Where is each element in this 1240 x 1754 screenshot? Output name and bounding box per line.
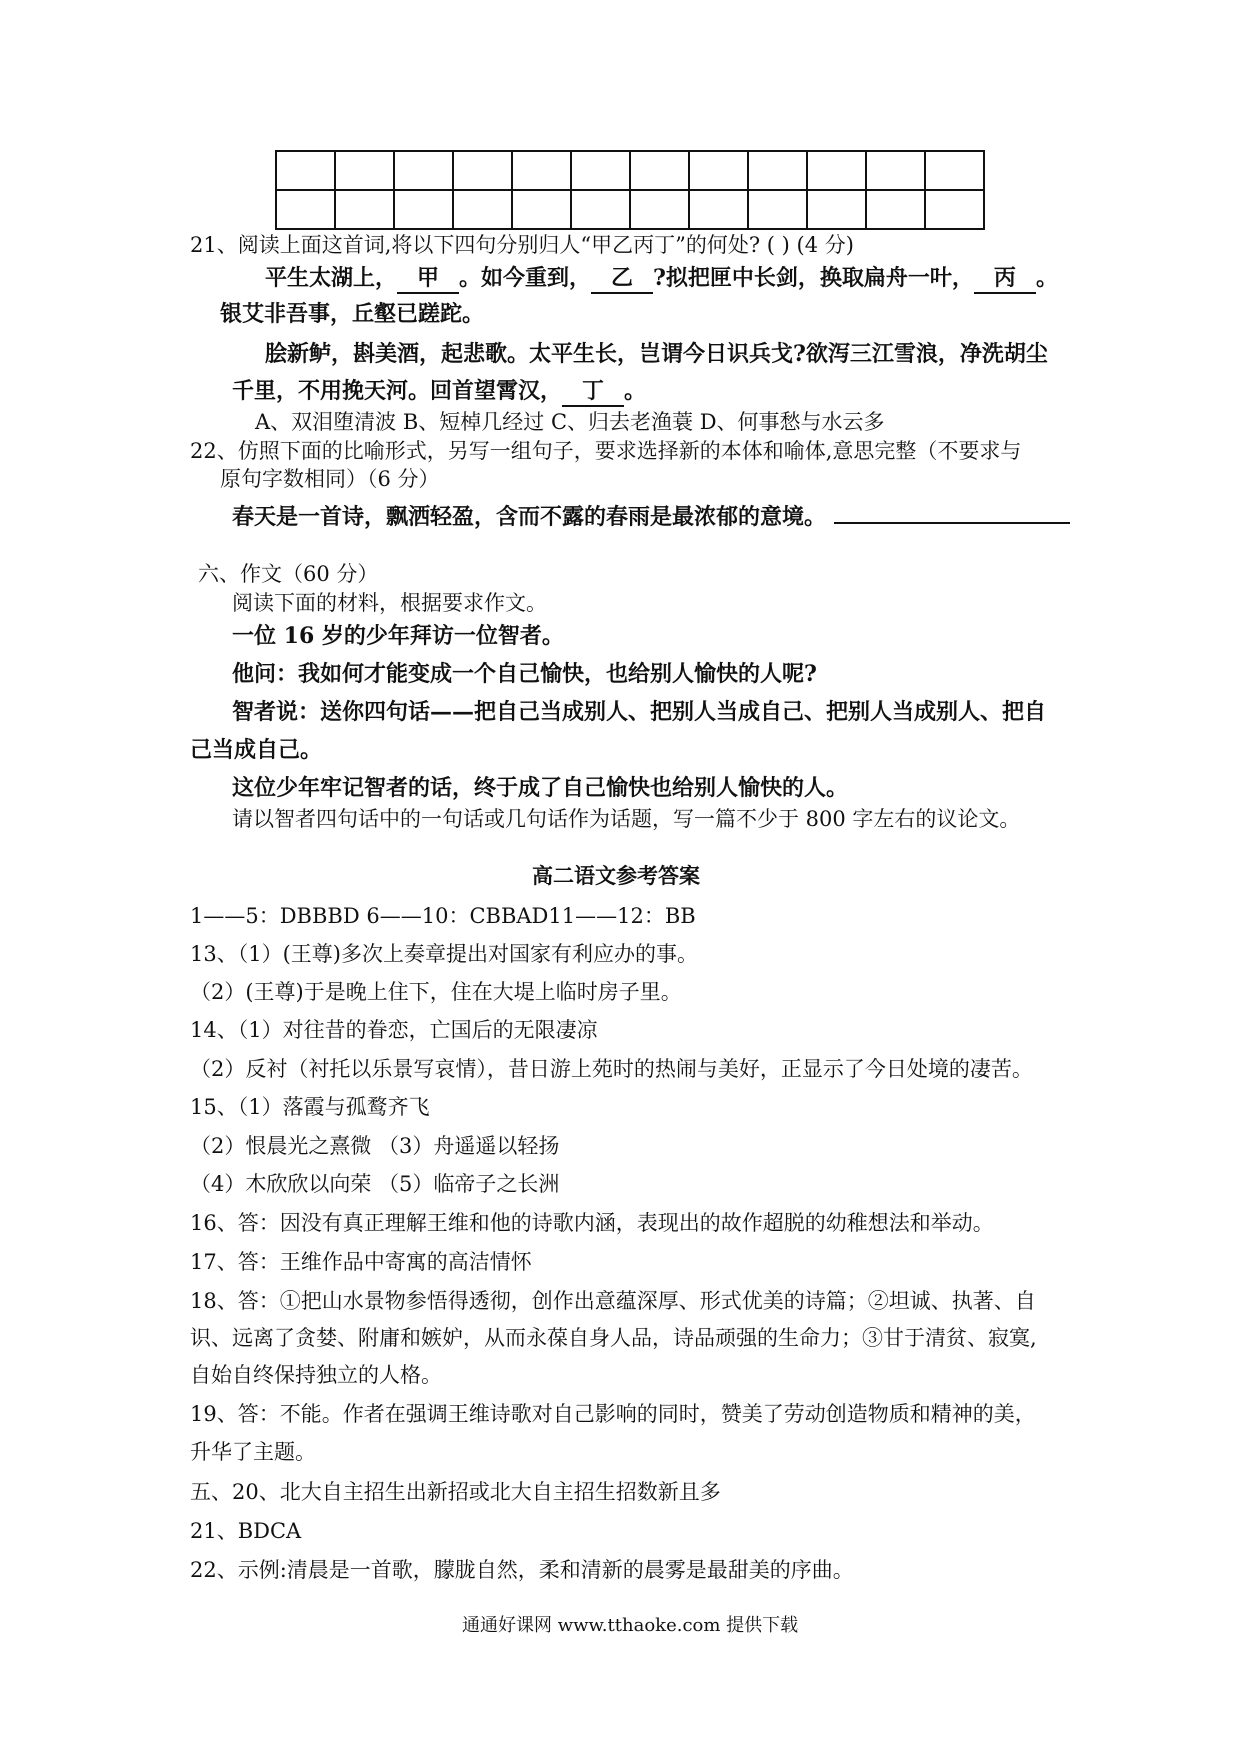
essay-requirement: 请以智者四句话中的一句话或几句话作为话题，写一篇不少于 800 字左右的议论文。 [232, 807, 1021, 831]
blank-bing: 丙 [974, 264, 1036, 294]
poem-line-2: 银艾非吾事，丘壑已蹉跎。 [220, 301, 485, 327]
answer-line: 识、远离了贪婪、附庸和嫉妒，从而永葆自身人品，诗品顽强的生命力；③甘于清贫、寂寞, [190, 1326, 1037, 1350]
answer-line: 22、示例:清晨是一首歌，朦胧自然，柔和清新的晨雾是最甜美的序曲。 [190, 1558, 854, 1582]
material-1: 一位 16 岁的少年拜访一位智者。 [232, 623, 564, 649]
essay-heading: 六、作文（60 分） [198, 562, 379, 586]
q22-stem-2: 原句字数相同）（6 分） [220, 467, 440, 491]
answer-line: 自始自终保持独立的人格。 [190, 1363, 442, 1387]
poem-line-3: 脍新鲈，斟美酒，起悲歌。太平生长，岂谓今日识兵戈?欲泻三江雪浪，净洗胡尘 [265, 341, 1048, 367]
answer-line: 16、答：因没有真正理解王维和他的诗歌内涵，表现出的故作超脱的幼稚想法和举动。 [190, 1211, 994, 1235]
material-4: 己当成自己。 [190, 737, 323, 763]
answer-underline [834, 500, 1070, 524]
answer-line: （4）木欣欣以向荣 （5）临帝子之长洲 [190, 1172, 560, 1196]
answer-line: 升华了主题。 [190, 1440, 316, 1464]
grid-row [276, 190, 984, 229]
essay-intro: 阅读下面的材料，根据要求作文。 [232, 591, 547, 615]
material-2: 他问：我如何才能变成一个自己愉快，也给别人愉快的人呢? [232, 661, 817, 687]
grid-row [276, 151, 984, 190]
material-3: 智者说：送你四句话——把自己当成别人、把别人当成自己、把别人当成别人、把自 [232, 699, 1047, 725]
answer-line: 21、BDCA [190, 1519, 302, 1543]
answer-line: （2）(王尊)于是晚上住下，住在大堤上临时房子里。 [190, 980, 682, 1004]
blank-jia: 甲 [397, 264, 459, 294]
answer-line: 14、（1）对往昔的眷恋，亡国后的无限凄凉 [190, 1018, 598, 1042]
poem-line-4: 千里，不用挽天河。回首望霄汉， 丁 。 [232, 377, 646, 407]
blank-yi: 乙 [591, 264, 653, 294]
answer-line: 17、答：王维作品中寄寓的高洁情怀 [190, 1250, 532, 1274]
answer-line: 1——5：DBBBD 6——10：CBBAD11——12：BB [190, 904, 696, 928]
answer-line: 18、答：①把山水景物参悟得透彻，创作出意蕴深厚、形式优美的诗篇；②坦诚、执著、自 [190, 1289, 1036, 1313]
q22-stem-1: 22、仿照下面的比喻形式，另写一组句子，要求选择新的本体和喻体,意思完整（不要求与 [190, 439, 1022, 463]
answer-line: 五、20、北大自主招生出新招或北大自主招生招数新且多 [190, 1480, 721, 1504]
answers-title: 高二语文参考答案 [532, 863, 700, 888]
q21-options: A、双泪堕清波 B、短棹几经过 C、归去老渔蓑 D、何事愁与水云多 [255, 410, 885, 434]
answer-line: 13、（1）(王尊)多次上奏章提出对国家有利应办的事。 [190, 942, 698, 966]
footer-source: 通通好课网 www.tthaoke.com 提供下载 [462, 1615, 799, 1636]
blank-ding: 丁 [562, 377, 624, 407]
q22-example: 春天是一首诗，飘洒轻盈，含而不露的春雨是最浓郁的意境。 [232, 500, 1070, 531]
material-5: 这位少年牢记智者的话，终于成了自己愉快也给别人愉快的人。 [232, 775, 849, 801]
answer-line: （2）反衬（衬托以乐景写哀情），昔日游上苑时的热闹与美好，正显示了今日处境的凄苦。 [190, 1057, 1033, 1081]
answer-line: 19、答：不能。作者在强调王维诗歌对自己影响的同时，赞美了劳动创造物质和精神的美， [190, 1402, 1036, 1426]
answer-line: （2）恨晨光之熹微 （3）舟遥遥以轻扬 [190, 1134, 560, 1158]
poem-line-1: 平生太湖上， 甲 。如今重到， 乙 ?拟把匣中长剑，换取扁舟一叶， 丙 。 [265, 264, 1058, 294]
q21-stem: 21、阅读上面这首词,将以下四句分别归人“甲乙丙丁”的何处? ( ) (4 分) [190, 233, 854, 257]
answer-line: 15、（1）落霞与孤鹜齐飞 [190, 1095, 430, 1119]
answer-grid [275, 150, 985, 230]
